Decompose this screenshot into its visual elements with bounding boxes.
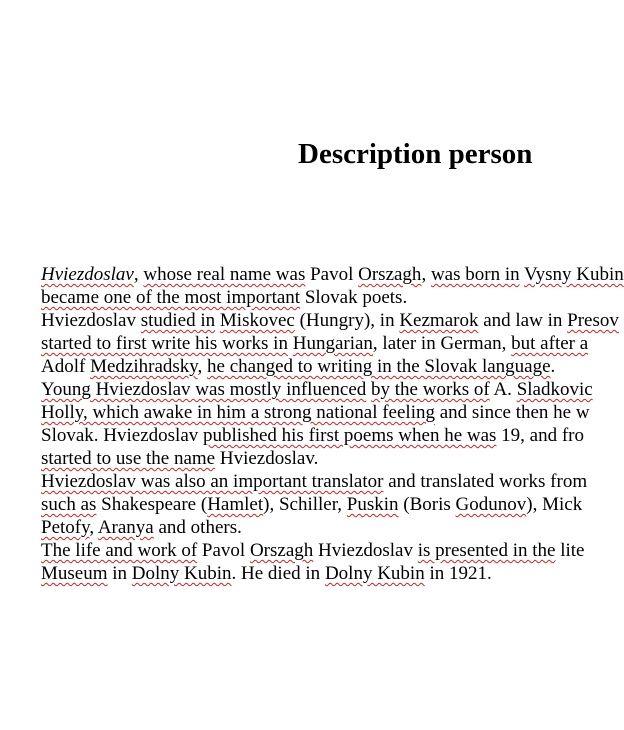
text-line bbox=[41, 539, 611, 562]
spellcheck-flagged-text: but after a bbox=[511, 333, 589, 354]
text-segment: Pavol bbox=[305, 264, 359, 285]
spellcheck-flagged-text: whose real name was bbox=[143, 264, 306, 285]
text-segment: , bbox=[197, 356, 208, 377]
text-segment: (Hungry), in bbox=[294, 310, 400, 331]
text-line bbox=[41, 378, 611, 401]
spellcheck-flagged-text: Puskin bbox=[346, 494, 399, 515]
document-body bbox=[41, 263, 624, 585]
spellcheck-flagged-text: he changed to writing in the Slovak language bbox=[207, 356, 551, 377]
spellcheck-flagged-text: Godunov bbox=[455, 494, 527, 515]
text-segment: and since then he w bbox=[434, 402, 590, 423]
spellcheck-flagged-text: Orszagh bbox=[358, 264, 422, 285]
spellcheck-flagged-text: Sladkovic bbox=[516, 379, 593, 400]
text-line bbox=[41, 355, 611, 378]
text-segment: in bbox=[107, 563, 132, 584]
text-line bbox=[41, 263, 624, 286]
spellcheck-flagged-text: Hviezdoslav bbox=[41, 264, 134, 285]
spellcheck-flagged-text: Aranya bbox=[97, 517, 154, 538]
spellcheck-flagged-text: is presented in the bbox=[417, 540, 556, 561]
text-segment: , bbox=[89, 517, 98, 538]
text-segment: and others. bbox=[153, 517, 242, 538]
text-segment: ), Schiller, bbox=[263, 494, 347, 515]
spellcheck-flagged-text: Young Hviezdoslav was mostly influenced bbox=[41, 379, 367, 400]
text-line bbox=[41, 493, 611, 516]
spellcheck-flagged-text: Miskovec bbox=[219, 310, 295, 331]
text-segment: 19, and fro bbox=[496, 425, 585, 446]
text-segment: , bbox=[421, 264, 431, 285]
spellcheck-flagged-text: Hungarian bbox=[292, 333, 373, 354]
text-segment: Adolf bbox=[41, 356, 91, 377]
spellcheck-flagged-text: Museum bbox=[41, 563, 108, 584]
text-segment: Hviezdoslav bbox=[313, 540, 418, 561]
page-title: Description person bbox=[298, 138, 533, 170]
text-segment: ), Mick bbox=[526, 494, 583, 515]
spellcheck-flagged-text: was born in bbox=[430, 264, 520, 285]
text-line bbox=[41, 286, 611, 309]
spellcheck-flagged-text: Presov bbox=[567, 310, 619, 331]
text-line bbox=[41, 447, 611, 470]
text-segment: Slovak. Hviezdoslav bbox=[41, 425, 204, 446]
spellcheck-flagged-text: Petofy bbox=[41, 517, 90, 538]
text-segment: Pavol bbox=[197, 540, 250, 561]
text-segment: and law in bbox=[478, 310, 568, 331]
spellcheck-flagged-text: Medzihradsky bbox=[90, 356, 198, 377]
text-segment: lite bbox=[555, 540, 585, 561]
text-segment: Hviezdoslav bbox=[41, 310, 136, 331]
text-line bbox=[41, 562, 611, 585]
text-segment: . He died in bbox=[231, 563, 325, 584]
spellcheck-flagged-text: such as bbox=[41, 494, 97, 515]
text-segment: A. bbox=[489, 379, 517, 400]
text-segment: (Boris bbox=[398, 494, 456, 515]
spellcheck-flagged-text: Orszagh bbox=[249, 540, 314, 561]
spellcheck-flagged-text: started to use the name bbox=[41, 448, 216, 469]
spellcheck-flagged-text: Vysny Kubin bbox=[524, 264, 624, 285]
text-line bbox=[41, 424, 611, 447]
text-line bbox=[41, 470, 611, 493]
text-segment: in 1921. bbox=[424, 563, 492, 584]
spellcheck-flagged-text: Kezmarok bbox=[399, 310, 479, 331]
text-segment: Slovak poets. bbox=[300, 287, 408, 308]
spellcheck-flagged-text: started to first write his works in bbox=[41, 333, 288, 354]
spellcheck-flagged-text: Dolny Kubin bbox=[131, 563, 232, 584]
spellcheck-flagged-text: Holly, which awake in him a strong national feeling bbox=[41, 402, 435, 423]
text-segment: , bbox=[133, 264, 144, 285]
spellcheck-flagged-text: Dolny Kubin bbox=[324, 563, 425, 584]
text-line bbox=[41, 309, 619, 332]
spellcheck-flagged-text: published his first poems when he was bbox=[203, 425, 497, 446]
text-segment: . bbox=[550, 356, 556, 377]
text-segment: Hviezdoslav. bbox=[215, 448, 319, 469]
text-line bbox=[41, 401, 611, 424]
spellcheck-flagged-text: became one of the most important bbox=[41, 287, 301, 308]
spellcheck-flagged-text: by the works of bbox=[371, 379, 490, 400]
spellcheck-flagged-text: Hamlet bbox=[207, 494, 264, 515]
text-segment: Shakespeare ( bbox=[96, 494, 208, 515]
text-segment: , later in German, bbox=[372, 333, 512, 354]
text-segment: and translated works from bbox=[383, 471, 588, 492]
text-line bbox=[41, 332, 611, 355]
spellcheck-flagged-text: studied in bbox=[140, 310, 216, 331]
spellcheck-flagged-text: Hviezdoslav was also an important translator bbox=[41, 471, 384, 492]
text-line bbox=[41, 516, 611, 539]
spellcheck-flagged-text: The life and work of bbox=[41, 540, 198, 561]
